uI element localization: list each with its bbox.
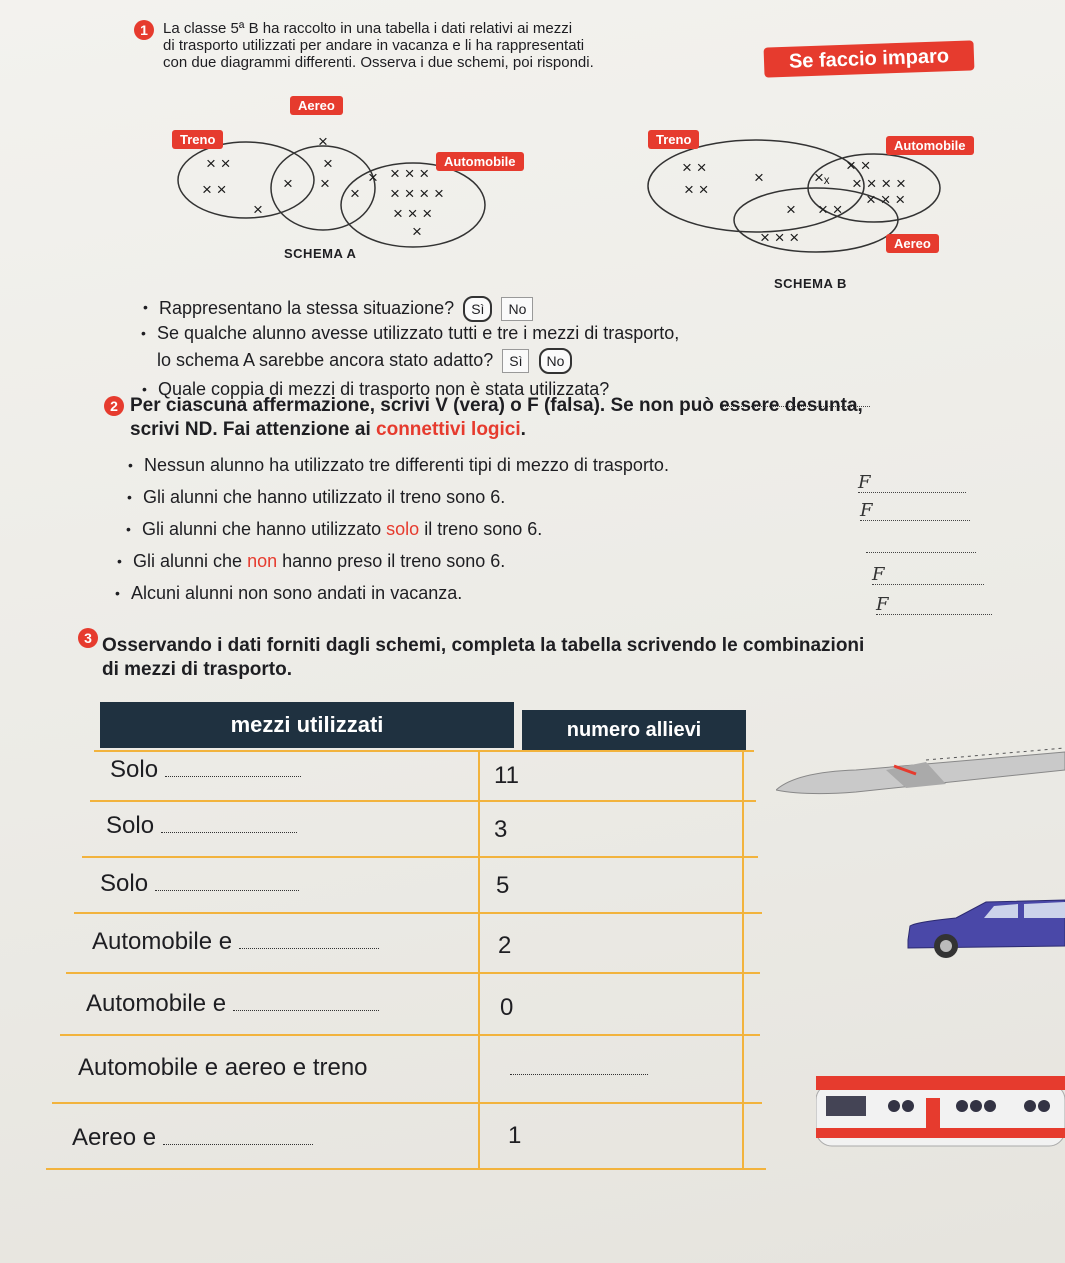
x-mark: × × bbox=[846, 156, 871, 175]
x-mark: × × × bbox=[393, 204, 433, 223]
train-illustration bbox=[816, 1066, 1065, 1162]
table-row: Solo bbox=[106, 812, 297, 840]
x-mark: × × × bbox=[866, 190, 906, 209]
x-mark: × bbox=[754, 168, 764, 187]
table-row: Automobile e aereo e treno bbox=[78, 1054, 368, 1081]
exercise-2-header bbox=[104, 396, 124, 416]
statement-2-answer[interactable]: F bbox=[860, 500, 970, 521]
question-1-text: Rappresentano la stessa situazione? bbox=[159, 298, 455, 318]
x-mark: × × bbox=[206, 154, 231, 173]
x-mark: × × × bbox=[760, 228, 800, 247]
answer-no-option[interactable]: No bbox=[539, 348, 573, 374]
exercise-1-header bbox=[134, 20, 154, 40]
exercise-1-intro bbox=[163, 20, 753, 71]
x-mark: × bbox=[786, 200, 796, 219]
x-mark: × × × bbox=[390, 164, 430, 183]
x-mark: ×ₓ bbox=[814, 168, 830, 187]
x-mark: × bbox=[412, 222, 422, 241]
question-2-line-2: lo schema A sarebbe ancora stato adatto? bbox=[157, 350, 494, 370]
answer-si-option[interactable]: Sì bbox=[463, 296, 492, 322]
x-mark: × × × × bbox=[852, 174, 906, 193]
header-numero-allievi: numero allievi bbox=[522, 710, 746, 750]
row-count: 1 bbox=[508, 1122, 522, 1149]
intro-line-3: con due diagrammi differenti. Osserva i due schemi, poi rispondi. bbox=[163, 54, 594, 71]
se-faccio-imparo-banner: Se faccio imparo bbox=[764, 40, 975, 77]
table-row: Automobile e bbox=[86, 990, 379, 1018]
question-3-text: Quale coppia di mezzi di trasporto non è stata utilizzata? bbox=[158, 379, 610, 399]
exercise-2-title-line-2: scrivi ND. Fai attenzione ai connettivi logici. bbox=[130, 419, 526, 440]
x-mark: × bbox=[283, 174, 293, 193]
header-mezzi-utilizzati: mezzi utilizzati bbox=[100, 702, 514, 748]
schema-a-aereo-tag: Aereo bbox=[290, 96, 343, 115]
statement-5-text: Alcuni alunni non sono andati in vacanza. bbox=[131, 583, 463, 603]
schema-b-aereo-tag: Aereo bbox=[886, 234, 939, 253]
question-2-line-1: • Se qualche alunno avesse utilizzato tutti e tre i mezzi di trasporto, bbox=[157, 323, 680, 343]
x-mark: × bbox=[323, 154, 333, 173]
exercise-1-number: 1 bbox=[134, 20, 154, 40]
x-mark: × bbox=[253, 200, 263, 219]
x-mark: × × bbox=[682, 158, 707, 177]
row-count: 3 bbox=[494, 816, 508, 843]
statement-5 bbox=[131, 582, 462, 604]
row-count: 5 bbox=[496, 872, 510, 899]
schema-a-automobile-tag: Automobile bbox=[436, 152, 524, 171]
row-count: 11 bbox=[494, 762, 519, 789]
exercise-3-number: 3 bbox=[78, 628, 98, 648]
question-2 bbox=[157, 322, 679, 374]
exercise-3-instructions bbox=[102, 634, 1022, 682]
x-mark: × × bbox=[684, 180, 709, 199]
statement-3: • Gli alunni che hanno utilizzato solo il treno sono 6. bbox=[142, 518, 542, 540]
car-illustration bbox=[906, 896, 1065, 962]
schema-a-label: SCHEMA A bbox=[284, 246, 357, 261]
statement-1 bbox=[144, 454, 669, 476]
intro-line-2: di trasporto utilizzati per andare in vacanza e li ha rappresentati bbox=[163, 37, 585, 54]
x-mark: × × bbox=[202, 180, 227, 199]
table-row: Aereo e bbox=[72, 1124, 313, 1152]
statement-4: • Gli alunni che non hanno preso il treno sono 6. bbox=[133, 550, 505, 572]
statement-3-answer[interactable] bbox=[866, 532, 976, 553]
x-mark: × × × × bbox=[390, 184, 444, 203]
schema-a-treno-tag: Treno bbox=[172, 130, 223, 149]
schema-b bbox=[646, 128, 986, 291]
exercise-2-number: 2 bbox=[104, 396, 124, 416]
row-count-blank[interactable] bbox=[510, 1060, 648, 1075]
statement-1-text: Nessun alunno ha utilizzato tre differenti tipi di mezzo di trasporto. bbox=[144, 455, 669, 475]
schema-b-label: SCHEMA B bbox=[774, 276, 847, 291]
schema-b-treno-tag: Treno bbox=[648, 130, 699, 149]
schema-a bbox=[168, 90, 548, 270]
x-mark: × × bbox=[818, 200, 843, 219]
x-mark: × bbox=[318, 132, 328, 151]
table-row: Solo bbox=[100, 870, 299, 898]
statement-5-answer[interactable]: F bbox=[876, 594, 992, 615]
statement-2-text: Gli alunni che hanno utilizzato il treno sono 6. bbox=[143, 487, 506, 507]
exercise-2-title-line-1: Per ciascuna affermazione, scrivi V (vera) o F (falsa). Se non può essere desunta, bbox=[130, 395, 863, 416]
x-mark: × bbox=[350, 184, 360, 203]
statement-1-answer[interactable]: F bbox=[858, 472, 966, 493]
statement-2 bbox=[143, 486, 505, 508]
airplane-illustration bbox=[776, 740, 1065, 820]
exercise-2-instructions bbox=[130, 394, 1030, 442]
intro-line-1: La classe 5ª B ha raccolto in una tabella i dati relativi ai mezzi bbox=[163, 20, 573, 37]
table-row: Automobile e bbox=[92, 928, 379, 956]
question-1 bbox=[159, 296, 533, 322]
row-count: 0 bbox=[500, 994, 514, 1021]
exercise-3-title-line-2: di mezzi di trasporto. bbox=[102, 659, 293, 680]
schema-b-automobile-tag: Automobile bbox=[886, 136, 974, 155]
statement-4-answer[interactable]: F bbox=[872, 564, 984, 585]
answer-si-option[interactable]: Sì bbox=[502, 349, 529, 373]
answer-no-option[interactable]: No bbox=[501, 297, 533, 321]
row-count: 2 bbox=[498, 932, 512, 959]
transport-table bbox=[44, 700, 774, 1175]
x-mark: × bbox=[320, 174, 330, 193]
exercise-3-header bbox=[78, 628, 98, 648]
table-row: Solo bbox=[110, 756, 301, 784]
x-mark: × bbox=[368, 168, 378, 187]
exercise-3-title-line-1: Osservando i dati forniti dagli schemi, completa la tabella scrivendo le combinazioni bbox=[102, 635, 865, 656]
